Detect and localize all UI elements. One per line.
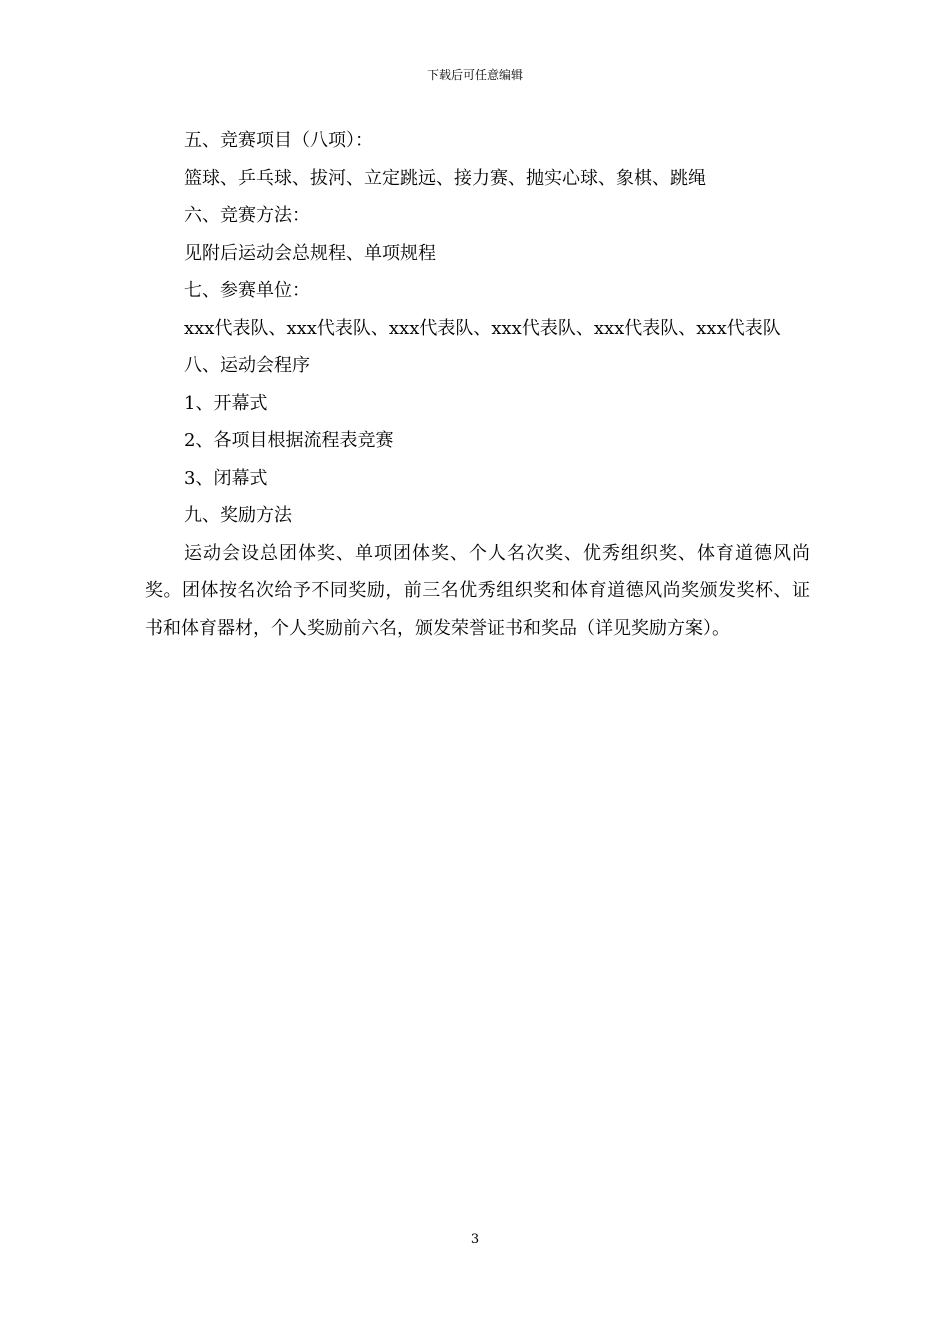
section-heading-awards: 九、奖励方法 (184, 505, 292, 526)
competition-method-text: 见附后运动会总规程、单项规程 (184, 242, 436, 264)
section-heading-participating-units: 七、参赛单位： (184, 280, 310, 301)
section-heading-competition-method: 六、竞赛方法： (184, 205, 310, 226)
section-heading-program: 八、运动会程序 (184, 355, 310, 376)
page-number: 3 (470, 1232, 480, 1247)
program-item-closing: 3、闭幕式 (184, 467, 268, 489)
competition-events-list: 篮球、乒乓球、拔河、立定跳远、接力赛、抛实心球、象棋、跳绳 (184, 167, 706, 189)
document-body (145, 122, 810, 647)
section-heading-competition-events: 五、竞赛项目（八项）： (184, 130, 373, 151)
program-item-opening: 1、开幕式 (184, 392, 268, 414)
program-item-competitions: 2、各项目根据流程表竞赛 (184, 430, 394, 451)
page-header: 下载后可任意编辑 (426, 68, 523, 82)
awards-description: 运动会设总团体奖、单项团体奖、个人名次奖、优秀组织奖、体育道德风尚奖。团体按名次给予不同奖励，前三名优秀组织奖和体育道德风尚奖颁发奖杯、证书和体育器材，个人奖励前六名，颁发荣誉证书和奖品（详见奖励方案）。 (145, 542, 810, 639)
participating-units-list: xxx代表队、xxx代表队、xxx代表队、xxx代表队、xxx代表队、xxx代表队 (184, 317, 781, 339)
